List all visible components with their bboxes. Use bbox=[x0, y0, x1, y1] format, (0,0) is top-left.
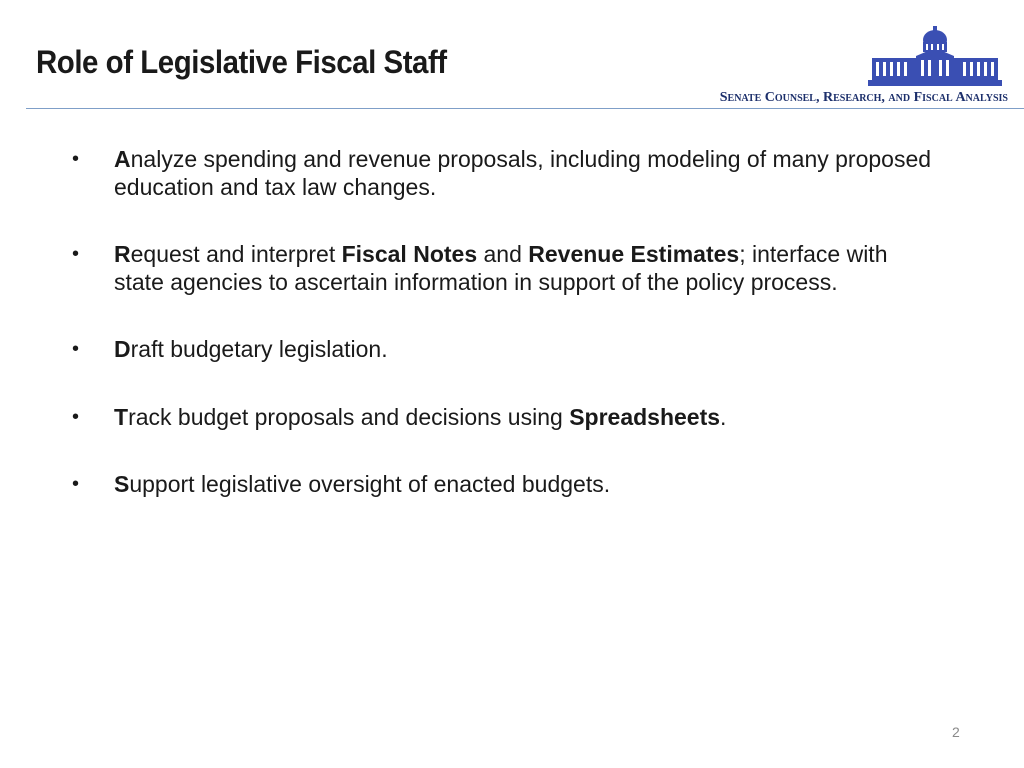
slide-title: Role of Legislative Fiscal Staff bbox=[36, 44, 447, 80]
bullet-text-bold: Revenue Estimates bbox=[528, 241, 740, 267]
bullet-text-bold: T bbox=[114, 403, 129, 430]
bullet-text-bold: Spreadsheets bbox=[569, 403, 721, 430]
bullet-text: and bbox=[477, 241, 529, 267]
organization-name: Senate Counsel, Research, and Fiscal Analysis bbox=[719, 90, 1008, 105]
bullet-marker: • bbox=[72, 338, 80, 360]
bullet-text: upport legislative oversight of enacted budgets. bbox=[129, 471, 611, 497]
header-divider bbox=[26, 108, 1024, 109]
bullet-text-bold: A bbox=[114, 146, 131, 172]
bullet-text: nalyze spending and revenue proposals, including modeling of many proposed education and tax law changes. bbox=[114, 146, 932, 200]
bullet-text: . bbox=[720, 403, 727, 430]
bullet-text-bold: D bbox=[114, 336, 131, 362]
bullet-text-bold: Fiscal Notes bbox=[341, 241, 478, 267]
bullet-text-bold: R bbox=[114, 241, 131, 267]
bullet-text-bold: S bbox=[114, 471, 130, 497]
bullet-item bbox=[72, 336, 942, 364]
bullet-text: equest and interpret bbox=[130, 241, 342, 267]
bullet-list bbox=[72, 146, 942, 539]
capitol-building-icon bbox=[868, 24, 1002, 88]
bullet-marker: • bbox=[72, 405, 80, 428]
bullet-item bbox=[72, 471, 942, 499]
bullet-item bbox=[72, 241, 942, 296]
bullet-marker: • bbox=[72, 243, 80, 265]
bullet-text: rack budget proposals and decisions using bbox=[128, 403, 570, 430]
bullet-marker: • bbox=[72, 473, 80, 495]
bullet-item bbox=[72, 146, 942, 201]
bullet-text: raft budgetary legislation. bbox=[130, 336, 388, 362]
bullet-marker: • bbox=[72, 148, 80, 170]
bullet-text: ; interface with state agencies to ascertain information in support of the policy process. bbox=[114, 241, 888, 295]
bullet-item bbox=[72, 404, 942, 432]
page-number: 2 bbox=[952, 724, 960, 740]
